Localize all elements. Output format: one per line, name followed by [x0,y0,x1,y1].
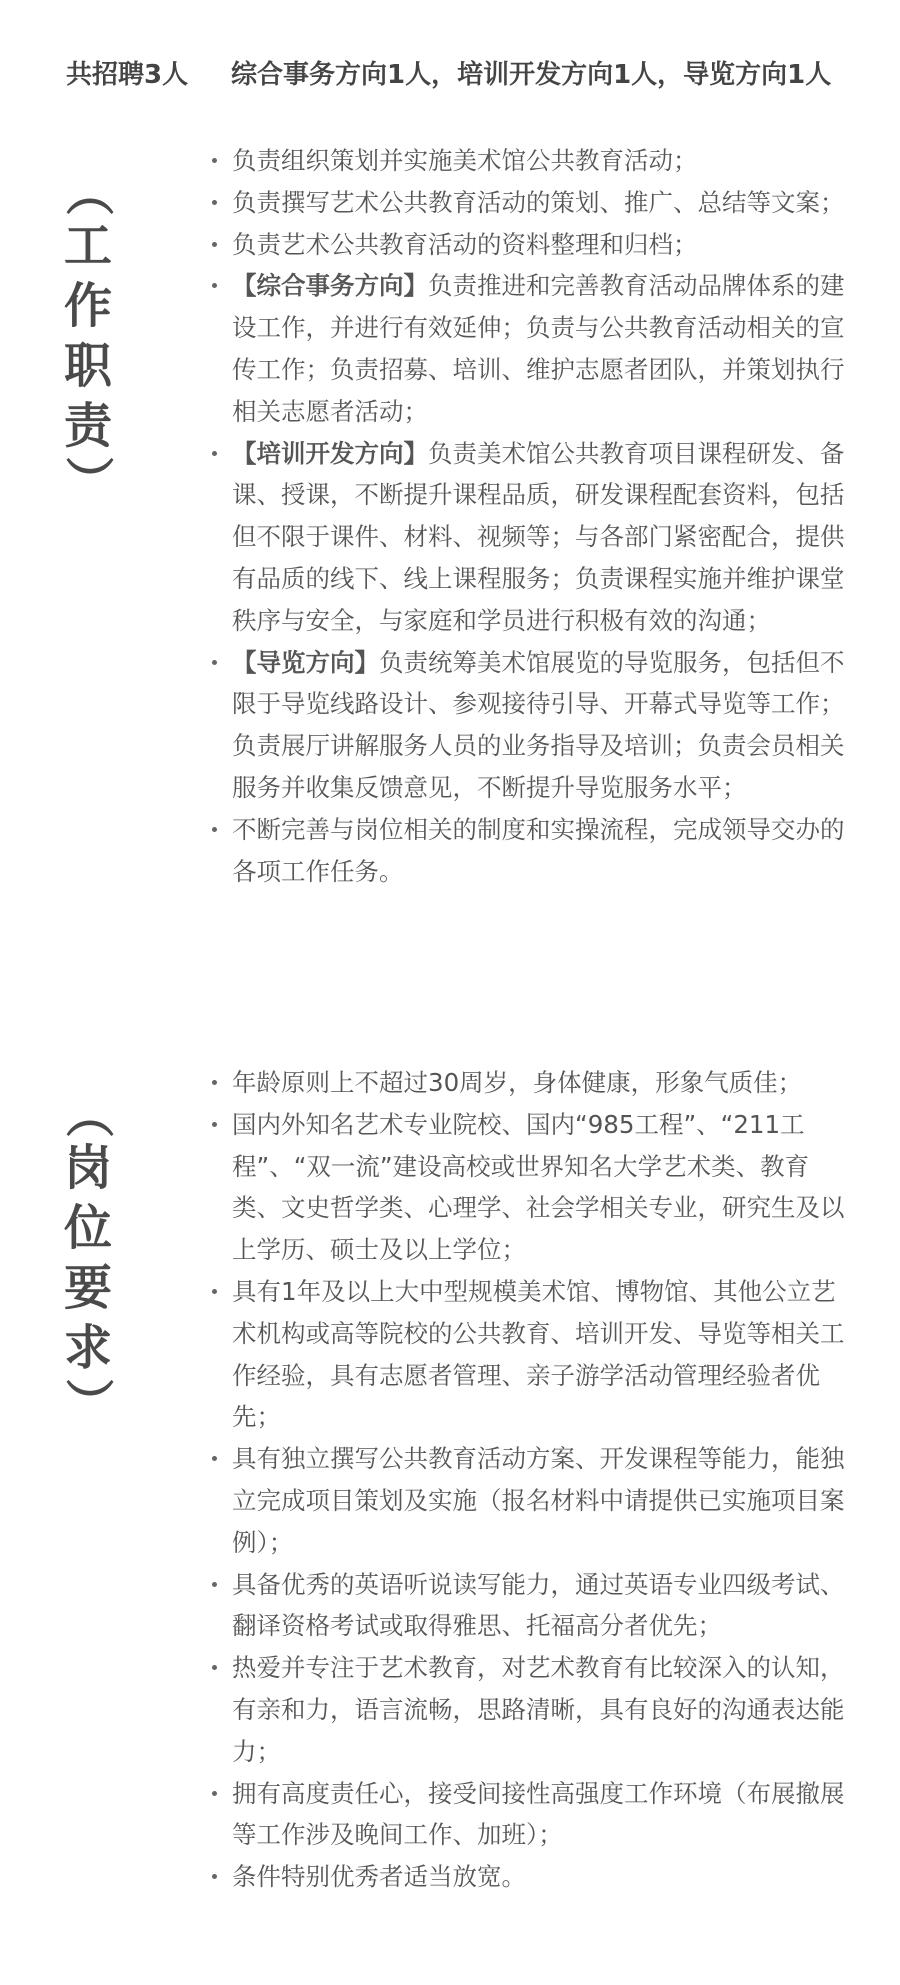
list-item: 条件特别优秀者适当放宽。 [210,1856,858,1898]
title-char: 作 [63,278,112,334]
duties-list [210,140,858,892]
title-close-paren: ） [60,455,116,504]
title-open-paren: （ [60,167,116,216]
list-item: 【综合事务方向】负责推进和完善教育活动品牌体系的建设工作，并进行有效延伸；负责与公共教育活动相关的宣传工作；负责招募、培训、维护志愿者团队，并策划执行相关志愿者活动； [210,265,858,432]
list-item: 【导览方向】负责统筹美术馆展览的导览服务，包括但不限于导览线路设计、参观接待引导、开幕式导览等工作；负责展厅讲解服务人员的业务指导及培训；负责会员相关服务并收集反馈意见，不断提升导览服务水平； [210,642,858,809]
title-open-paren: （ [60,1089,116,1138]
list-item: 热爱并专注于艺术教育，对艺术教育有比较深入的认知，有亲和力，语言流畅，思路清晰，具有良好的沟通表达能力； [210,1647,858,1772]
list-item: 【培训开发方向】负责美术馆公共教育项目课程研发、备课、授课，不断提升课程品质，研发课程配套资料，包括但不限于课件、材料、视频等；与各部门紧密配合，提供有品质的线下、线上课程服务；负责课程实施并维护课堂秩序与安全，与家庭和学员进行积极有效的沟通； [210,433,858,642]
title-char: 位 [63,1200,112,1256]
title-char: 工 [63,218,112,274]
title-close-paren: ） [60,1377,116,1426]
section-title-requirements [52,1090,124,1426]
list-item: 负责艺术公共教育活动的资料整理和归档； [210,224,858,266]
list-item: 负责组织策划并实施美术馆公共教育活动； [210,140,858,182]
list-item: 拥有高度责任心，接受间接性高强度工作环境（布展撤展等工作涉及晚间工作、加班）； [210,1773,858,1857]
title-char: 岗 [63,1140,112,1196]
title-char: 要 [63,1260,112,1316]
list-item: 具有1年及以上大中型规模美术馆、博物馆、其他公立艺术机构或高等院校的公共教育、培训开发、导览等相关工作经验，具有志愿者管理、亲子游学活动管理经验者优先； [210,1271,858,1438]
requirements-list [210,1062,858,1898]
list-item: 具备优秀的英语听说读写能力，通过英语专业四级考试、翻译资格考试或取得雅思、托福高分者优先； [210,1564,858,1648]
title-char: 职 [63,338,112,394]
list-item: 负责撰写艺术公共教育活动的策划、推广、总结等文案； [210,182,858,224]
directions-summary: 综合事务方向1人，培训开发方向1人，导览方向1人 [231,59,832,90]
section-title-duties [52,168,124,504]
headcount-label: 共招聘3人 [66,59,189,90]
list-item: 年龄原则上不超过30周岁，身体健康，形象气质佳； [210,1062,858,1104]
title-char: 责 [63,398,112,454]
title-char: 求 [63,1320,112,1376]
list-item: 国内外知名艺术专业院校、国内“985工程”、“211工程”、“双一流”建设高校或世界知名大学艺术类、教育类、文史哲学类、心理学、社会学相关专业，研究生及以上学历、硕士及以上学位； [210,1104,858,1271]
list-item: 具有独立撰写公共教育活动方案、开发课程等能力，能独立完成项目策划及实施（报名材料中请提供已实施项目案例）； [210,1438,858,1563]
recruitment-summary [66,52,860,92]
list-item: 不断完善与岗位相关的制度和实操流程，完成领导交办的各项工作任务。 [210,809,858,893]
